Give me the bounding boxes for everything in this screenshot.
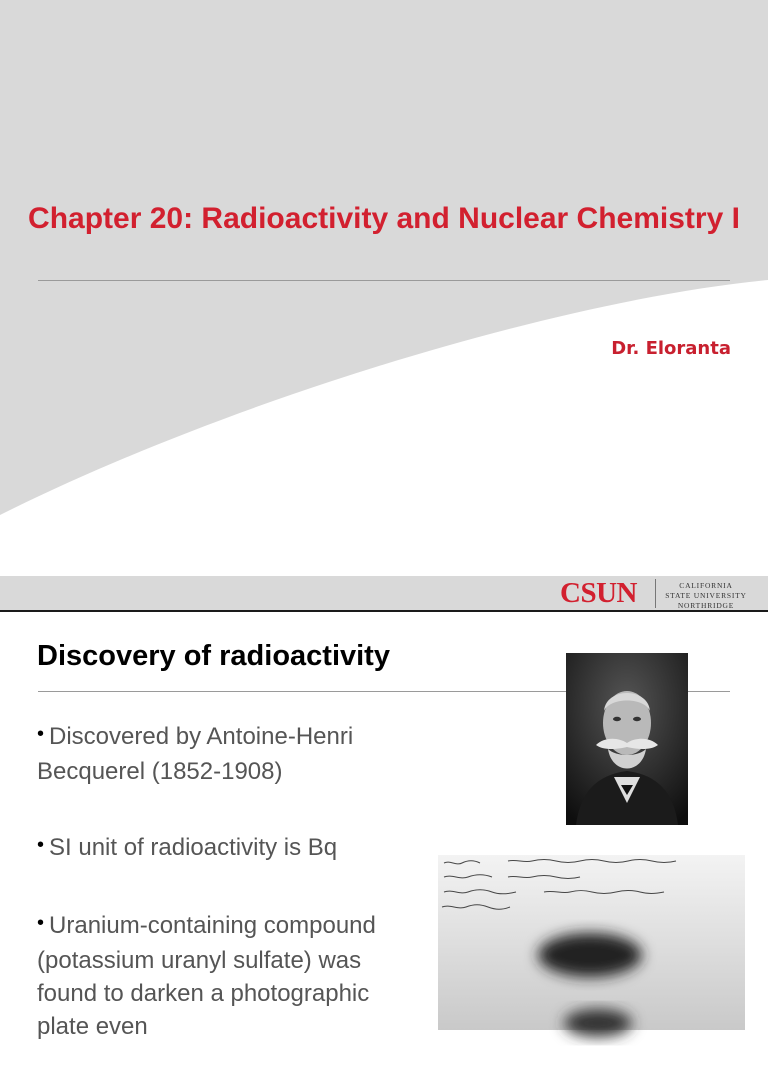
photographic-plate [438, 855, 745, 1030]
logo-line: NORTHRIDGE [677, 601, 735, 610]
bullet-dot-icon: • [37, 834, 45, 856]
author-name: Dr. Eloranta [611, 338, 731, 359]
slide-heading: Discovery of radioactivity [37, 640, 390, 672]
gray-swoosh [0, 0, 768, 515]
bullet-dot-icon: • [37, 723, 45, 745]
logo-line: STATE UNIVERSITY [665, 591, 747, 600]
bullet-item [37, 720, 392, 788]
content-slide [0, 612, 768, 1040]
footer-band [0, 576, 768, 610]
logo-line: CALIFORNIA [679, 581, 733, 590]
bullet-dot-icon: • [37, 912, 45, 934]
logo-divider [655, 579, 656, 608]
bullet-item [37, 831, 392, 866]
slide-title: Chapter 20: Radioactivity and Nuclear Chemistry I [28, 202, 740, 235]
bullet-list [37, 720, 392, 1086]
bullet-item [37, 909, 392, 1043]
bullet-text: Uranium-containing compound (potassium uranyl sulfate) was found to darken a photographic plate even [37, 912, 376, 1040]
csun-logo-subtitle [662, 581, 750, 611]
csun-logo-wordmark: CSUN [560, 577, 637, 609]
bullet-text: SI unit of radioactivity is Bq [49, 834, 338, 861]
title-divider [38, 280, 730, 281]
bullet-text: Discovered by Antoine-Henri Becquerel (1852-1908) [37, 723, 354, 785]
becquerel-portrait [566, 653, 688, 825]
